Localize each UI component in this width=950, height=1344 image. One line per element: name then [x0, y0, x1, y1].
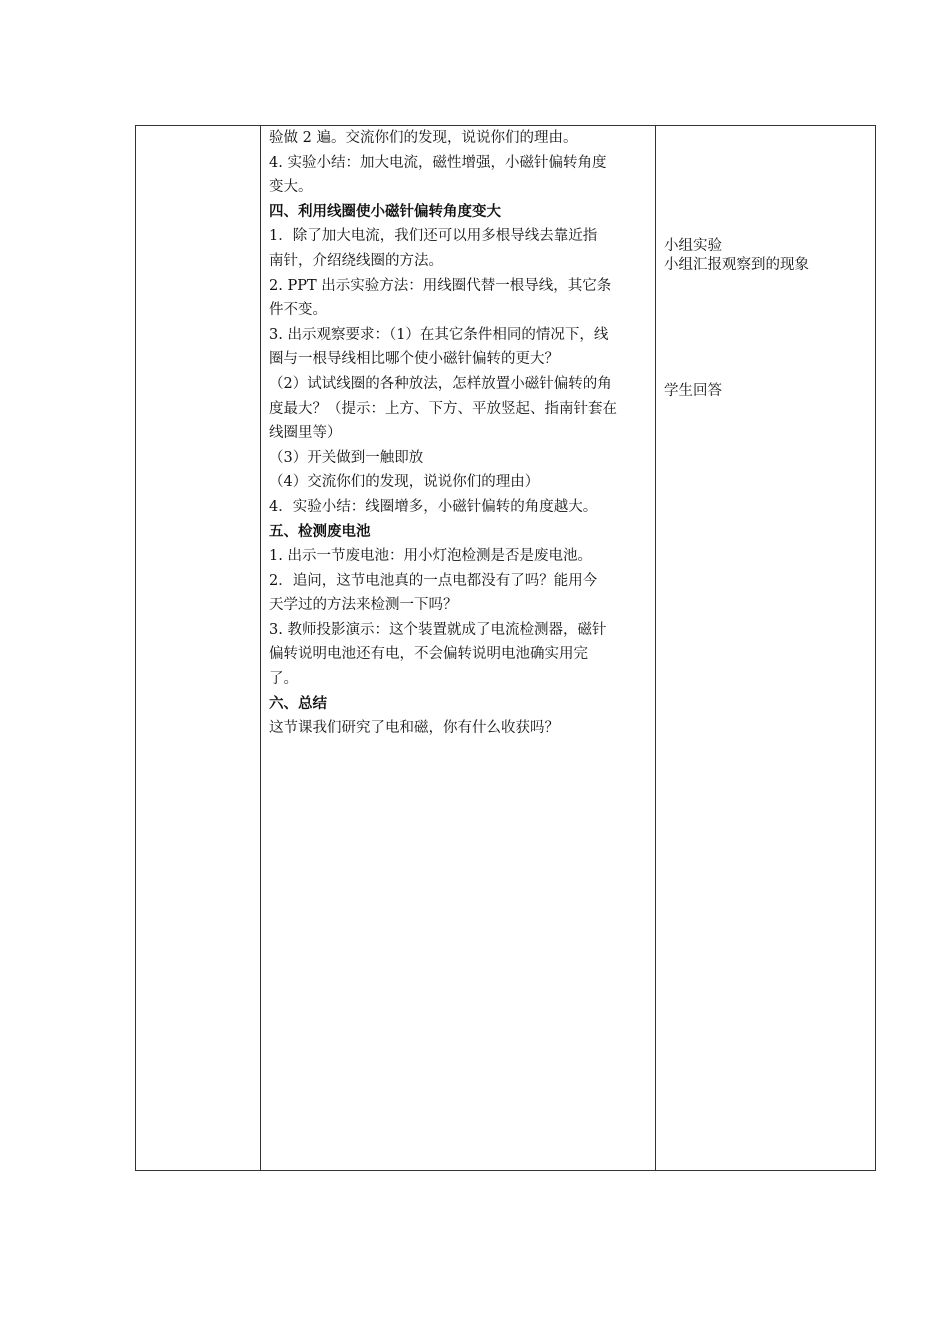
text-line: 度最大？（提示：上方、下方、平放竖起、指南针套在 — [269, 400, 617, 417]
text-line: 1．除了加大电流，我们还可以用多根导线去靠近指 — [269, 228, 598, 245]
text-line: 圈与一根导线相比哪个使小磁针偏转的更大？ — [269, 351, 559, 368]
text-line: （2）试试线圈的各种放法，怎样放置小磁针偏转的角 — [269, 375, 612, 392]
text-line: 了。 — [269, 671, 298, 688]
lesson-table — [135, 125, 876, 1171]
text-line: 变大。 — [269, 179, 313, 196]
text-line: 天学过的方法来检测一下吗？ — [269, 597, 458, 614]
text-line: 4. 实验小结：加大电流，磁性增强，小磁针偏转角度 — [269, 154, 607, 171]
text-line: 3. 教师投影演示：这个装置就成了电流检测器，磁针 — [269, 621, 607, 638]
section-heading: 四、利用线圈使小磁针偏转角度变大 — [269, 202, 501, 220]
student-activity-column — [656, 126, 875, 1170]
note-group-report: 小组汇报观察到的现象 — [664, 257, 809, 273]
text-line: 南针，介绍绕线圈的方法。 — [269, 252, 443, 269]
section-heading: 五、检测废电池 — [269, 522, 371, 540]
text-line: 线圈里等） — [269, 425, 342, 442]
text-line: 3. 出示观察要求：（1）在其它条件相同的情况下，线 — [269, 326, 609, 343]
text-line: 验做 2 遍。交流你们的发现，说说你们的理由。 — [269, 130, 578, 146]
text-line: 件不变。 — [269, 302, 327, 319]
note-group-experiment: 小组实验 — [664, 238, 722, 254]
stage-column — [136, 126, 261, 1170]
text-line: （3）开关做到一触即放 — [269, 449, 424, 466]
text-line: 偏转说明电池还有电，不会偏转说明电池确实用完 — [269, 646, 588, 663]
text-line: 2. PPT 出示实验方法：用线圈代替一根导线，其它条 — [269, 277, 612, 294]
text-line: 1. 出示一节废电池：用小灯泡检测是否是废电池。 — [269, 548, 592, 565]
note-student-answer: 学生回答 — [664, 383, 722, 399]
teacher-activity-column — [261, 126, 656, 1170]
text-line: 2．追问，这节电池真的一点电都没有了吗？能用今 — [269, 572, 598, 589]
text-line: （4）交流你们的发现，说说你们的理由） — [269, 474, 540, 491]
text-line: 这节课我们研究了电和磁，你有什么收获吗？ — [269, 720, 559, 737]
section-heading: 六、总结 — [269, 694, 327, 712]
text-line: 4．实验小结：线圈增多，小磁针偏转的角度越大。 — [269, 498, 598, 515]
